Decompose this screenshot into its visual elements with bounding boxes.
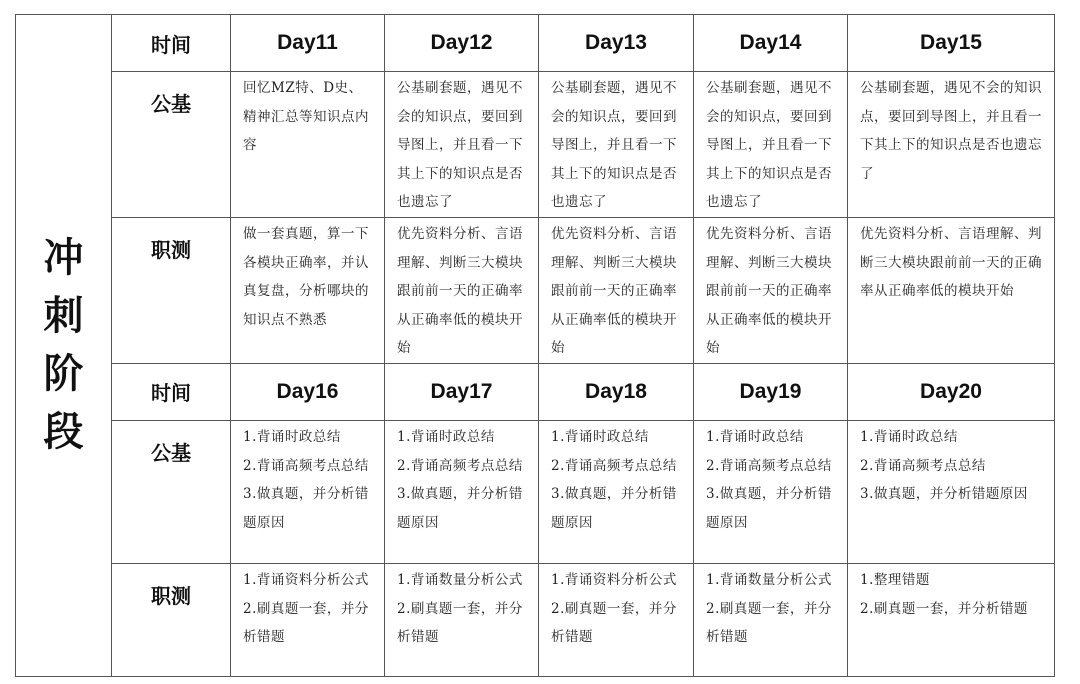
stage-label-cell xyxy=(16,15,112,677)
day-header: Day11 xyxy=(231,15,385,72)
gongji-label: 公基 xyxy=(112,72,231,218)
plan-cell: 优先资料分析、言语理解、判断三大模块跟前前一天的正确率从正确率低的模块开始 xyxy=(694,217,848,363)
day-header: Day15 xyxy=(848,15,1055,72)
week1-header-row xyxy=(16,15,1055,72)
plan-cell: 做一套真题，算一下各模块正确率，并认真复盘，分析哪块的知识点不熟悉 xyxy=(231,217,385,363)
day-header: Day17 xyxy=(385,363,539,420)
stage-char: 刺 xyxy=(43,292,84,340)
stage-char: 段 xyxy=(43,408,84,456)
plan-cell: 1.背诵数量分析公式 2.刷真题一套，并分析错题 xyxy=(385,563,539,676)
sprint-schedule-table xyxy=(15,14,1055,677)
stage-char: 冲 xyxy=(43,234,84,282)
time-label: 时间 xyxy=(112,15,231,72)
day-header: Day12 xyxy=(385,15,539,72)
week1-zhice-row xyxy=(16,217,1055,363)
plan-cell: 1.背诵时政总结 2.背诵高频考点总结 3.做真题，并分析错题原因 xyxy=(848,420,1055,563)
zhice-label: 职测 xyxy=(112,563,231,676)
plan-cell: 优先资料分析、言语理解、判断三大模块跟前前一天的正确率从正确率低的模块开始 xyxy=(539,217,694,363)
stage-char: 阶 xyxy=(43,350,84,398)
plan-cell: 公基刷套题，遇见不会的知识点，要回到导图上，并且看一下其上下的知识点是否也遗忘了 xyxy=(385,72,539,218)
day-header: Day16 xyxy=(231,363,385,420)
day-header: Day19 xyxy=(694,363,848,420)
plan-cell: 1.背诵时政总结 2.背诵高频考点总结 3.做真题，并分析错题原因 xyxy=(385,420,539,563)
zhice-label: 职测 xyxy=(112,217,231,363)
plan-cell: 1.整理错题 2.刷真题一套，并分析错题 xyxy=(848,563,1055,676)
day-header: Day14 xyxy=(694,15,848,72)
plan-cell: 1.背诵资料分析公式 2.刷真题一套，并分析错题 xyxy=(539,563,694,676)
plan-cell: 1.背诵资料分析公式 2.刷真题一套，并分析错题 xyxy=(231,563,385,676)
plan-cell: 公基刷套题，遇见不会的知识点，要回到导图上，并且看一下其上下的知识点是否也遗忘了 xyxy=(694,72,848,218)
week2-zhice-row xyxy=(16,563,1055,676)
week2-gongji-row xyxy=(16,420,1055,563)
plan-cell: 公基刷套题，遇见不会的知识点，要回到导图上，并且看一下其上下的知识点是否也遗忘了 xyxy=(848,72,1055,218)
gongji-label: 公基 xyxy=(112,420,231,563)
plan-cell: 1.背诵时政总结 2.背诵高频考点总结 3.做真题，并分析错题原因 xyxy=(231,420,385,563)
plan-cell: 优先资料分析、言语理解、判断三大模块跟前前一天的正确率从正确率低的模块开始 xyxy=(385,217,539,363)
plan-cell: 1.背诵时政总结 2.背诵高频考点总结 3.做真题，并分析错题原因 xyxy=(539,420,694,563)
week1-gongji-row xyxy=(16,72,1055,218)
plan-cell: 1.背诵数量分析公式 2.刷真题一套，并分析错题 xyxy=(694,563,848,676)
plan-cell: 回忆MZ特、D史、精神汇总等知识点内容 xyxy=(231,72,385,218)
plan-cell: 1.背诵时政总结 2.背诵高频考点总结 3.做真题，并分析错题原因 xyxy=(694,420,848,563)
day-header: Day18 xyxy=(539,363,694,420)
plan-cell: 公基刷套题，遇见不会的知识点，要回到导图上，并且看一下其上下的知识点是否也遗忘了 xyxy=(539,72,694,218)
day-header: Day13 xyxy=(539,15,694,72)
day-header: Day20 xyxy=(848,363,1055,420)
plan-cell: 优先资料分析、言语理解、判断三大模块跟前前一天的正确率从正确率低的模块开始 xyxy=(848,217,1055,363)
time-label: 时间 xyxy=(112,363,231,420)
week2-header-row xyxy=(16,363,1055,420)
